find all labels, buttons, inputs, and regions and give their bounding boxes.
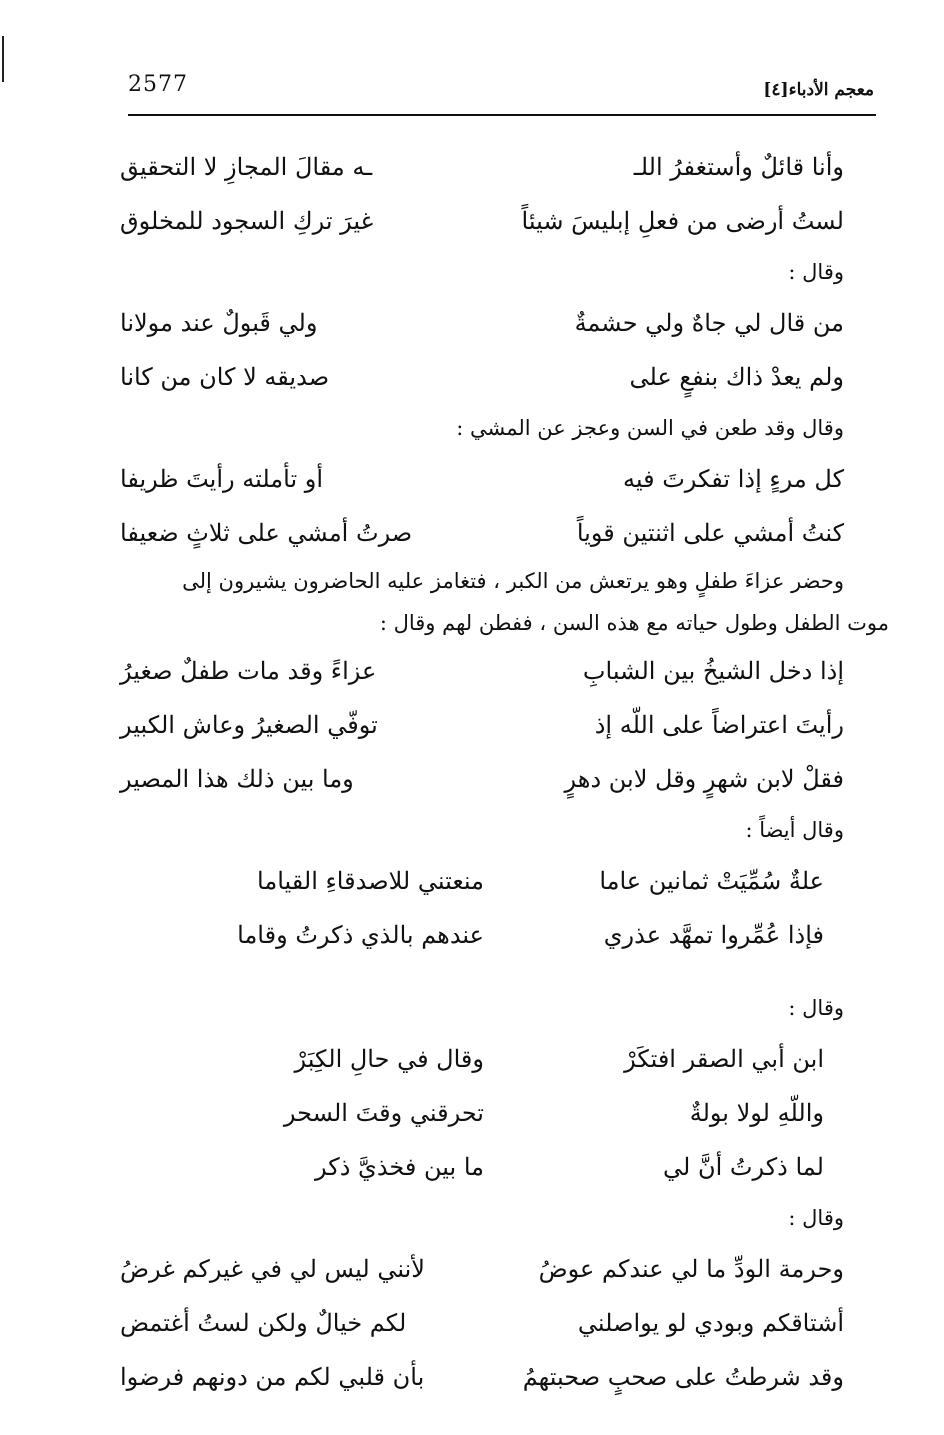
poem-intro: وقال : [788,260,844,284]
verse-second-hemistich: صرتُ أمشي على ثلاثٍ ضعيفا [120,519,413,547]
verse-second-hemistich: وقال في حالِ الكِبَرْ [294,1045,484,1073]
verse-line [120,908,844,962]
verse-line [120,1296,844,1350]
verse-first-hemistich: وأنا قائلٌ وأستغفرُ اللـ [633,153,844,181]
running-title: معجم الأدباء[٤] [763,80,874,100]
prose-paragraph [120,560,889,644]
verse-first-hemistich: ابن أبي الصقر افتكَرْ [624,1045,824,1073]
verse-second-hemistich: لأنني ليس لي في غيركم غرضُ [120,1255,425,1283]
verse-line [120,854,844,908]
verse-second-hemistich: غيرَ تركِ السجود للمخلوق [120,207,374,235]
poem-intro: وقال : [788,996,844,1020]
verse-first-hemistich: رأيتَ اعتراضاً على اللّه إذ [594,711,844,739]
verse-second-hemistich: منعتني للاصدقاءِ القياما [257,867,484,895]
verse-first-hemistich: كنتُ أمشي على اثنتين قوياً [576,519,844,547]
verse-first-hemistich: علةٌ سُمِّيَتْ ثمانين عاما [599,867,824,895]
verse-line [120,350,844,404]
verse-line [120,1032,844,1086]
verse-second-hemistich: ولي قَبولٌ عند مولانا [120,309,318,337]
verse-first-hemistich: وحرمة الودِّ ما لي عندكم عوضُ [538,1255,844,1283]
verse-first-hemistich: واللّهِ لولا بولةٌ [689,1099,824,1127]
verse-second-hemistich: ما بين فخذيَّ ذكر [315,1153,484,1181]
scan-edge-line [2,36,4,82]
prose-line: وحضر عزاءَ طفلٍ وهو يرتعش من الكبر ، فتغامز عليه الحاضرون يشيرون إلى [182,569,844,593]
poem-intro: وقال أيضاً : [745,818,844,842]
verse-line [120,1140,844,1194]
verse-line [120,140,844,194]
verse-line [120,1086,844,1140]
verse-line [120,1242,844,1296]
verse-second-hemistich: ـه مقالَ المجازِ لا التحقيق [120,153,373,181]
verse-line [120,506,844,560]
poem-intro: وقال : [788,1206,844,1230]
verse-second-hemistich: صديقه لا كان من كانا [120,363,330,391]
verse-second-hemistich: لكم خيالٌ ولكن لستُ أغتمض [120,1309,407,1337]
verse-second-hemistich: عزاءً وقد مات طفلٌ صغيرُ [120,657,377,685]
verse-line [120,296,844,350]
verse-line [120,644,844,698]
prose-line: موت الطفل وطول حياته مع هذه السن ، ففطن لهم وقال : [379,611,889,635]
page-number: 2577 [128,72,188,97]
verse-first-hemistich: من قال لي جاهٌ ولي حشمةٌ [574,309,844,337]
verse-line [120,452,844,506]
page-body [120,140,889,1404]
verse-first-hemistich: ولم يعدْ ذاك بنفعٍ على [629,363,844,391]
verse-second-hemistich: أو تأملته رأيتَ ظريفا [120,465,324,493]
verse-first-hemistich: وقد شرطتُ على صحبٍ صحبتهمُ [522,1363,844,1391]
verse-second-hemistich: وما بين ذلك هذا المصير [120,765,354,793]
verse-line [120,1350,844,1404]
header-rule [128,114,876,116]
verse-line [120,698,844,752]
verse-line [120,194,844,248]
verse-first-hemistich: إذا دخل الشيخُ بين الشبابِ [582,657,844,685]
verse-first-hemistich: أشتاقكم وبودي لو يواصلني [577,1309,844,1337]
verse-first-hemistich: لما ذكرتُ أنَّ لي [663,1153,824,1181]
verse-line [120,752,844,806]
verse-first-hemistich: فإذا عُمِّروا تمهَّد عذري [603,921,824,949]
verse-first-hemistich: كل مرءٍ إذا تفكرتَ فيه [622,465,844,493]
verse-second-hemistich: عندهم بالذي ذكرتُ وقاما [237,921,484,949]
verse-first-hemistich: فقلْ لابن شهرٍ وقل لابن دهرٍ [564,765,844,793]
poem-intro: وقال وقد طعن في السن وعجز عن المشي : [456,416,844,440]
verse-second-hemistich: بأن قلبي لكم من دونهم فرضوا [120,1363,425,1391]
verse-first-hemistich: لستُ أرضى من فعلِ إبليسَ شيئاً [521,207,844,235]
verse-second-hemistich: تحرقني وقتَ السحر [283,1099,484,1127]
verse-second-hemistich: توفّي الصغيرُ وعاش الكبير [120,711,378,739]
spacer [120,962,844,984]
